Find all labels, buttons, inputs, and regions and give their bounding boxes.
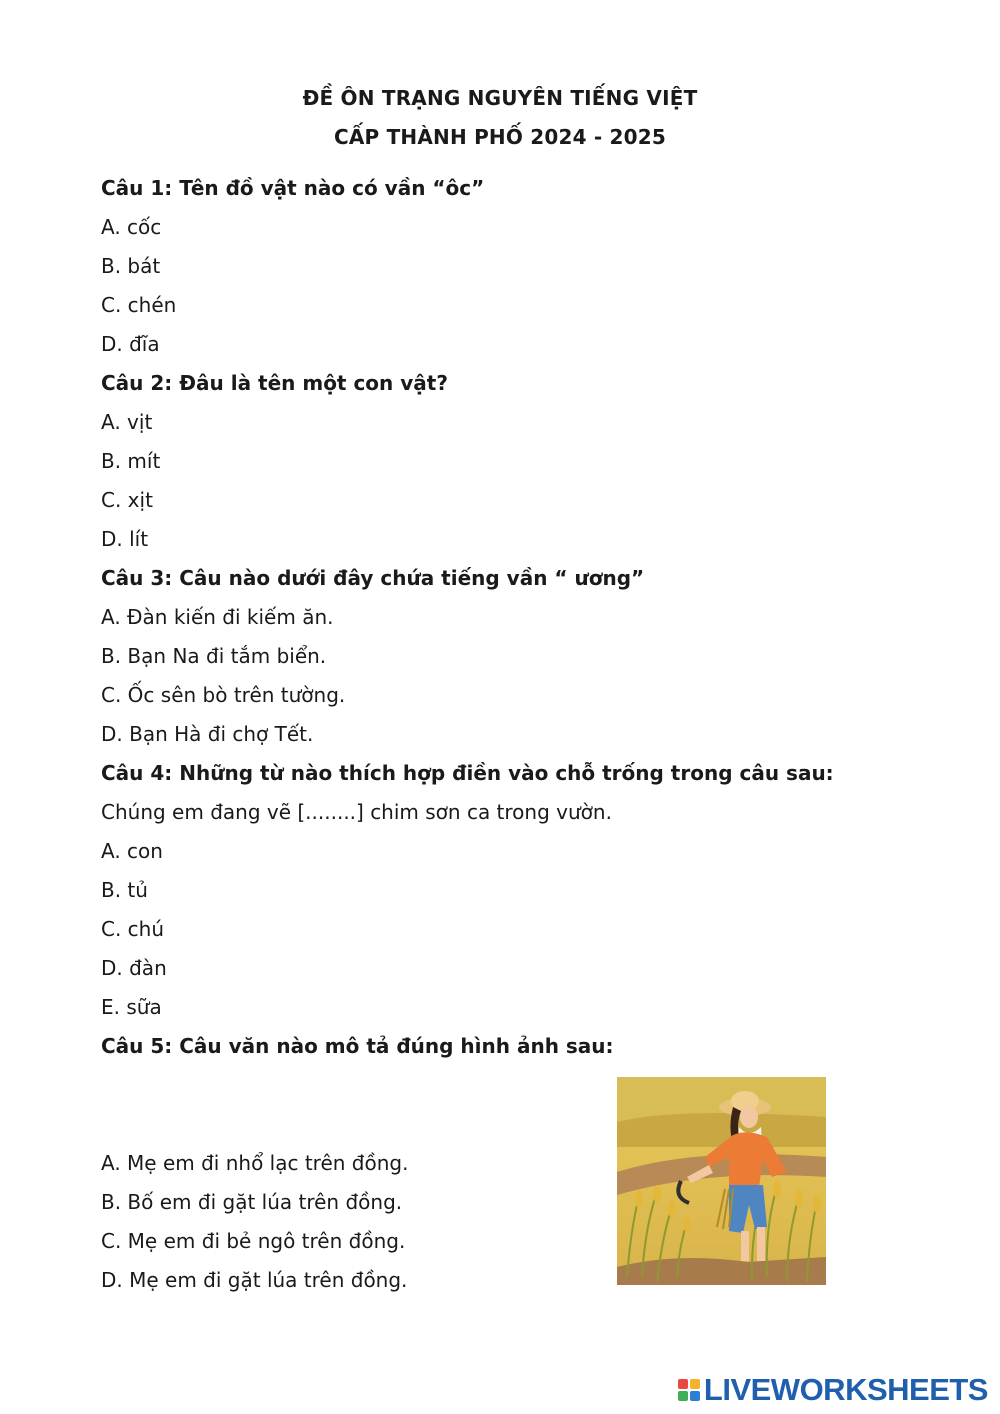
logo-tile-blue — [690, 1391, 700, 1401]
question-5-option-d[interactable]: D. Mẹ em đi gặt lúa trên đồng. — [101, 1268, 408, 1292]
liveworksheets-icon — [678, 1379, 700, 1401]
question-5-option-c[interactable]: C. Mẹ em đi bẻ ngô trên đồng. — [101, 1229, 406, 1253]
question-4-option-d[interactable]: D. đàn — [101, 956, 167, 980]
logo-tile-red — [678, 1379, 688, 1389]
page-title-line2: CẤP THÀNH PHỐ 2024 - 2025 — [334, 125, 666, 149]
question-2-option-d[interactable]: D. lít — [101, 527, 149, 551]
question-3-prompt: Câu 3: Câu nào dưới đây chứa tiếng vần “ ương” — [101, 566, 645, 590]
brand-name: LIVEWORKSHEETS — [703, 1372, 988, 1407]
woman-harvesting-rice-illustration — [617, 1077, 826, 1285]
question-3-option-a[interactable]: A. Đàn kiến đi kiếm ăn. — [101, 605, 334, 629]
question-2-prompt: Câu 2: Đâu là tên một con vật? — [101, 371, 448, 395]
question-1-prompt: Câu 1: Tên đồ vật nào có vần “ôc” — [101, 176, 485, 200]
question-5-option-a[interactable]: A. Mẹ em đi nhổ lạc trên đồng. — [101, 1151, 409, 1175]
question-1-option-b[interactable]: B. bát — [101, 254, 161, 278]
question-3-option-c[interactable]: C. Ốc sên bò trên tường. — [101, 683, 346, 707]
question-4-prompt: Câu 4: Những từ nào thích hợp điền vào chỗ trống trong câu sau: — [101, 761, 834, 785]
question-1-option-c[interactable]: C. chén — [101, 293, 177, 317]
question-4-option-b[interactable]: B. tủ — [101, 878, 148, 902]
question-4-option-e[interactable]: E. sữa — [101, 995, 162, 1019]
logo-tile-yellow — [690, 1379, 700, 1389]
question-5-prompt: Câu 5: Câu văn nào mô tả đúng hình ảnh sau: — [101, 1034, 614, 1058]
question-4-option-a[interactable]: A. con — [101, 839, 163, 863]
question-3-option-b[interactable]: B. Bạn Na đi tắm biển. — [101, 644, 327, 668]
question-1-option-d[interactable]: D. đĩa — [101, 332, 160, 356]
question-5-option-b[interactable]: B. Bố em đi gặt lúa trên đồng. — [101, 1190, 403, 1214]
page-title-line1: ĐỀ ÔN TRẠNG NGUYÊN TIẾNG VIỆT — [302, 86, 698, 110]
question-4-sentence: Chúng em đang vẽ [........] chim sơn ca trong vườn. — [101, 800, 612, 824]
logo-tile-green — [678, 1391, 688, 1401]
liveworksheets-logo — [678, 1372, 988, 1408]
question-2-option-b[interactable]: B. mít — [101, 449, 161, 473]
question-2-option-a[interactable]: A. vịt — [101, 410, 153, 434]
question-1-option-a[interactable]: A. cốc — [101, 215, 162, 239]
question-4-option-c[interactable]: C. chú — [101, 917, 165, 941]
question-2-option-c[interactable]: C. xịt — [101, 488, 153, 512]
question-3-option-d[interactable]: D. Bạn Hà đi chợ Tết. — [101, 722, 314, 746]
